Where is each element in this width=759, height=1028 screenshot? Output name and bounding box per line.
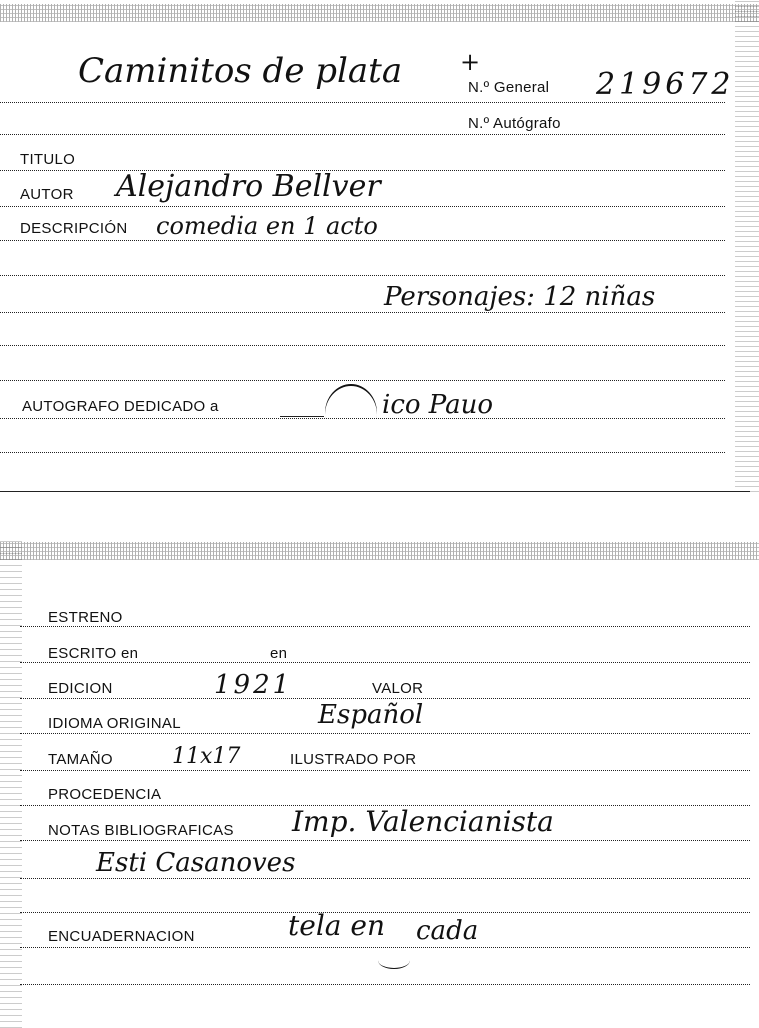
notas-value-line-2: Esti Casanoves [96,848,296,878]
escrito-en-label: en [270,645,288,662]
cross-mark: + [460,48,481,76]
row-line [20,947,750,948]
row-line [0,312,725,313]
dedicado-value: ico Pauo [382,390,494,420]
row-line [20,770,750,771]
idioma-label: IDIOMA ORIGINAL [48,715,181,732]
row-line [20,662,750,663]
encuadernacion-label: ENCUADERNACION [48,928,195,945]
idioma-value: Español [318,700,424,730]
row-line [0,275,725,276]
tamano-label: TAMAÑO [48,751,113,768]
row-line [20,733,750,734]
tamano-value: 11x17 [172,744,241,769]
row-line [0,452,725,453]
autor-label: AUTOR [20,186,74,203]
escrito-label: ESCRITO en [48,645,139,662]
general-number-label: N.º General [468,79,550,96]
pen-stroke [378,952,410,969]
row-line [0,240,725,241]
row-line [0,345,725,346]
edicion-label: EDICION [48,680,113,697]
row-line [0,206,725,207]
row-line [20,984,750,985]
notas-label: NOTAS BIBLIOGRAFICAS [48,822,234,839]
row-line [20,626,750,627]
encuadernacion-value-part-2: cada [416,916,479,946]
card-torn-edge [0,4,759,22]
estreno-label: ESTRENO [48,609,123,626]
row-line [20,878,750,879]
row-line [0,418,725,419]
card-edge-texture [735,0,759,492]
descripcion-value: comedia en 1 acto [156,212,378,240]
dedicado-underline [280,416,324,417]
autor-value: Alejandro Bellver [116,169,381,204]
row-line [0,102,725,103]
row-line [0,380,725,381]
ilustrado-label: ILUSTRADO POR [290,751,417,768]
personajes-note: Personajes: 12 niñas [384,282,656,312]
row-line [20,698,750,699]
descripcion-label: DESCRIPCIÓN [20,220,128,237]
card-torn-edge [0,542,759,560]
dedicado-label: AUTOGRAFO DEDICADO a [22,398,219,415]
title-handwritten: Caminitos de plata [78,51,403,91]
procedencia-label: PROCEDENCIA [48,786,162,803]
valor-label: VALOR [372,680,424,697]
card-separator [0,491,750,492]
encuadernacion-value-part-1: tela en [288,909,385,942]
catalog-card-bottom [0,540,759,1028]
damaged-area [325,384,377,442]
general-number-value: 219672 [596,67,735,102]
titulo-label: TITULO [20,151,76,168]
row-line [20,912,750,913]
row-line [0,134,725,135]
row-line [20,840,750,841]
autografo-number-label: N.º Autógrafo [468,115,561,132]
catalog-card-top [0,0,759,492]
notas-value: Imp. Valencianista [292,805,554,838]
card-edge-texture [0,540,22,1028]
edicion-value: 1921 [214,670,293,700]
